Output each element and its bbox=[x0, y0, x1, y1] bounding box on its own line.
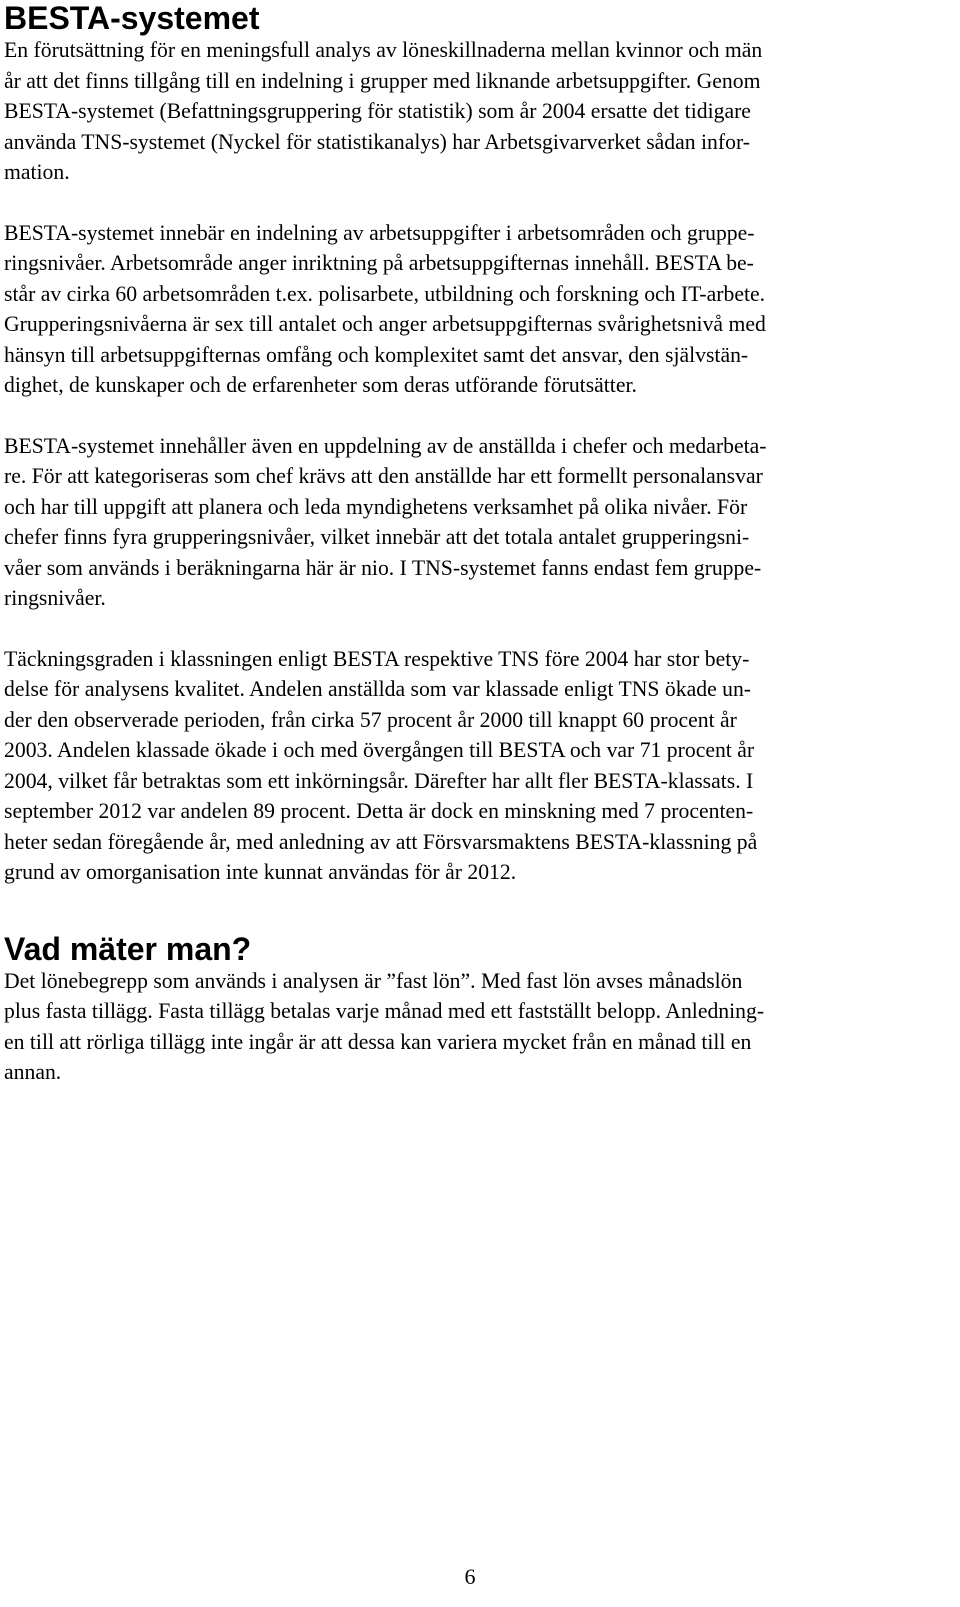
section-heading-vad-mater-man: Vad mäter man? bbox=[4, 930, 252, 967]
page-number: 6 bbox=[464, 1564, 476, 1589]
paragraph: Täckningsgraden i klassningen enligt BESTA respektive TNS före 2004 har stor bety- delse för analysens kvalitet. Andelen anställda som var klassade enligt TNS ökade un- der den observerade perioden, från cirka 57 procent år 2000 till knappt 60 procent år 2003. Andelen klassade ökade i och med övergången till BESTA och var 71 procent år 2004, vilket får betraktas som ett inkörningsår. Därefter har allt fler BESTA-klassats. I september 2012 var andelen 89 procent. Detta är dock en minskning med 7 procenten- heter sedan föregående år, med anledning av att Försvarsmaktens BESTA-klassning på grund av omorganisation inte kunnat användas för år 2012. bbox=[4, 646, 758, 884]
document-page bbox=[4, 0, 934, 1088]
paragraph: En förutsättning för en meningsfull analys av löneskillnaderna mellan kvinnor och män år att det finns tillgång till en indelning i grupper med liknande arbetsuppgifter. Genom BESTA-systemet (Befattningsgruppering för statistik) som år 2004 ersatte det tidigare använda TNS-systemet (Nyckel för statistikanalys) har Arbetsgivarverket sådan infor- mation. bbox=[4, 38, 763, 184]
paragraph: BESTA-systemet innebär en indelning av arbetsuppgifter i arbetsområden och gruppe- ringsnivåer. Arbetsområde anger inriktning på arbetsuppgifternas innehåll. BESTA be- står av cirka 60 arbetsområden t.ex. polisarbete, utbildning och forskning och IT-arbete. Grupperingsnivåerna är sex till antalet och anger arbetsuppgifternas svårighetsnivå med hänsyn till arbetsuppgifternas omfång och komplexitet samt det ansvar, den självstän- dighet, de kunskaper och de erfarenheter som deras utförande förutsätter. bbox=[4, 220, 766, 397]
paragraph: BESTA-systemet innehåller även en uppdelning av de anställda i chefer och medarbeta- re. För att kategoriseras som chef krävs att den anställde har ett formellt personalansvar och har till uppgift att planera och leda myndighetens verksamhet på olika nivåer. För chefer finns fyra grupperingsnivåer, vilket innebär att det totala antalet grupperingsni- våer som används i beräkningarna här är nio. I TNS-systemet fanns endast fem gruppe- ringsnivåer. bbox=[4, 433, 767, 610]
section-heading-besta: BESTA-systemet bbox=[4, 0, 260, 36]
paragraph: Det lönebegrepp som används i analysen är ”fast lön”. Med fast lön avses månadslön plus fasta tillägg. Fasta tillägg betalas varje månad med ett fastställt belopp. Anledning- en till att rörliga tillägg inte ingår är att dessa kan variera mycket från en månad till en annan. bbox=[4, 968, 765, 1084]
